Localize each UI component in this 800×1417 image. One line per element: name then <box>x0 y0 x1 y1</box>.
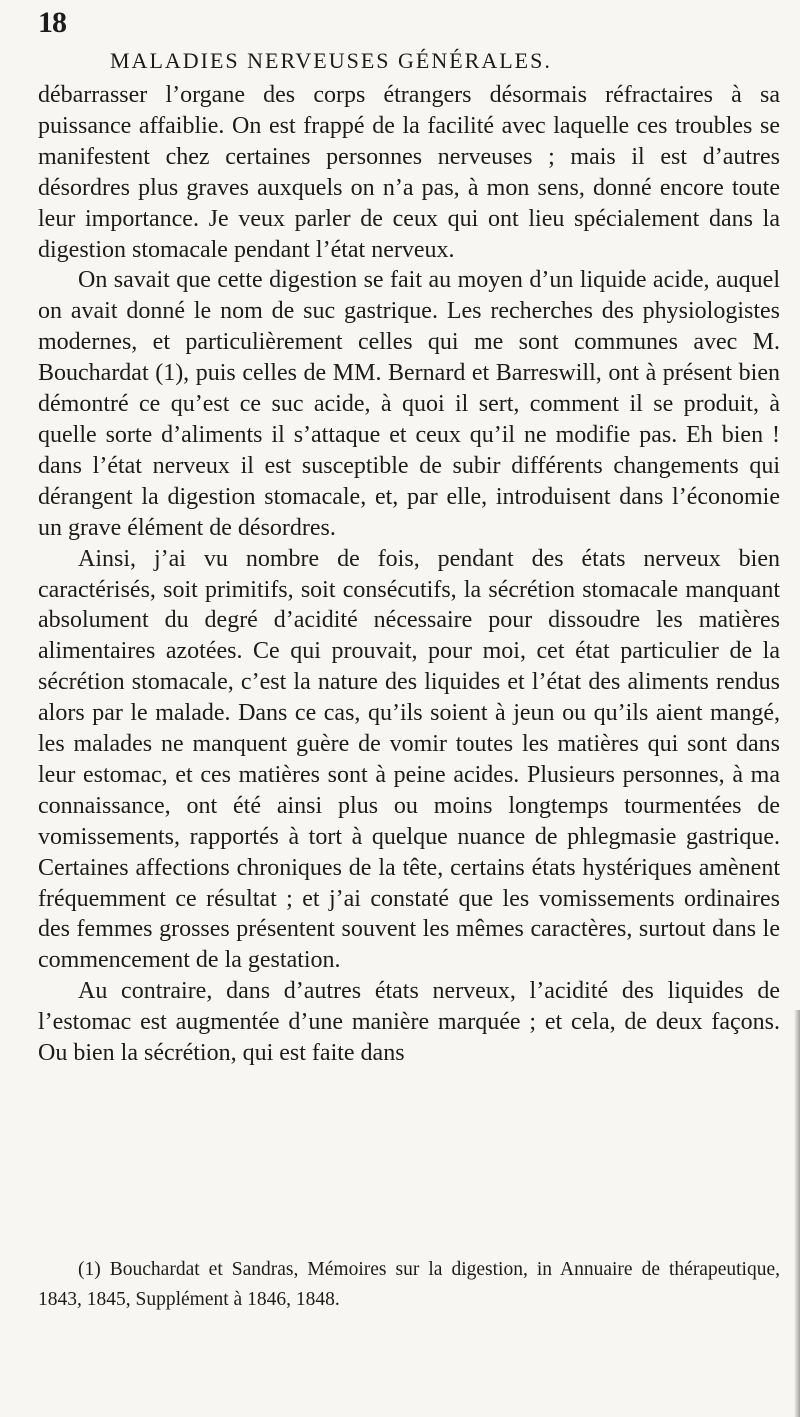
paragraph-3: Ainsi, j’ai vu nombre de fois, pendant des états nerveux bien caractérisés, soit primitifs, soit consécutifs, la sécrétion stomacale manquant absolument du degré d’acidité nécessaire pour dissoudre les matières alimentaires azotées. Ce qui prouvait, pour moi, cet état particulier de la sécrétion stomacale, c’est la nature des liquides et l’état des aliments rendus alors par le malade. Dans ce cas, qu’ils soient à jeun ou qu’ils aient mangé, les malades ne manquent guère de vomir toutes les matières qui sont dans leur estomac, et ces matières sont à peine acides. Plusieurs personnes, à ma connaissance, ont été ainsi plus ou moins longtemps tourmentées de vomissements, rapportés à tort à quelque nuance de phlegmasie gastrique. Certaines affections chroniques de la tête, certains états hystériques amènent fréquemment ce résultat ; et j’ai constaté que les vomissements ordinaires des femmes grosses présentent souvent les mêmes caractères, surtout dans le commencement de la gestation. <box>38 545 780 974</box>
page-edge-shadow <box>794 1010 800 1417</box>
paragraph-4: Au contraire, dans d’autres états nerveux, l’acidité des liquides de l’estomac est augmentée d’une manière marquée ; et cela, de deux façons. Ou bien la sécrétion, qui est faite dans <box>38 978 780 1067</box>
page-number: 18 <box>38 6 66 39</box>
page-header <box>38 6 778 86</box>
running-head: MALADIES NERVEUSES GÉNÉRALES. <box>110 48 552 73</box>
body-text <box>38 80 780 1069</box>
footnotes <box>38 1255 780 1315</box>
paragraph-1: débarrasser l’organe des corps étrangers désormais réfractaires à sa puissance affaiblie. On est frappé de la facilité avec laquelle ces troubles se manifestent chez certaines personnes nerveuses ; mais il est d’autres désordres plus graves auxquels on n’a pas, à mon sens, donné encore toute leur importance. Je veux parler de ceux qui ont lieu spécialement dans la digestion stomacale pendant l’état nerveux. <box>38 82 780 263</box>
footnote-1: (1) Bouchardat et Sandras, Mémoires sur la digestion, in Annuaire de thérapeutique, 1843, 1845, Supplément à 1846, 1848. <box>38 1259 780 1310</box>
paragraph-2: On savait que cette digestion se fait au moyen d’un liquide acide, auquel on avait donné le nom de suc gastrique. Les recherches des physiologistes modernes, et particulièrement celles qui me sont communes avec M. Bouchardat (1), puis celles de MM. Bernard et Barreswill, ont à présent bien démontré ce qu’est ce suc acide, à quoi il sert, comment il se produit, à quelle sorte d’aliments il s’attaque et ceux qu’il ne modifie pas. Eh bien ! dans l’état nerveux il est susceptible de subir différents changements qui dérangent la digestion stomacale, et, par elle, introduisent dans l’économie un grave élément de désordres. <box>38 267 780 541</box>
